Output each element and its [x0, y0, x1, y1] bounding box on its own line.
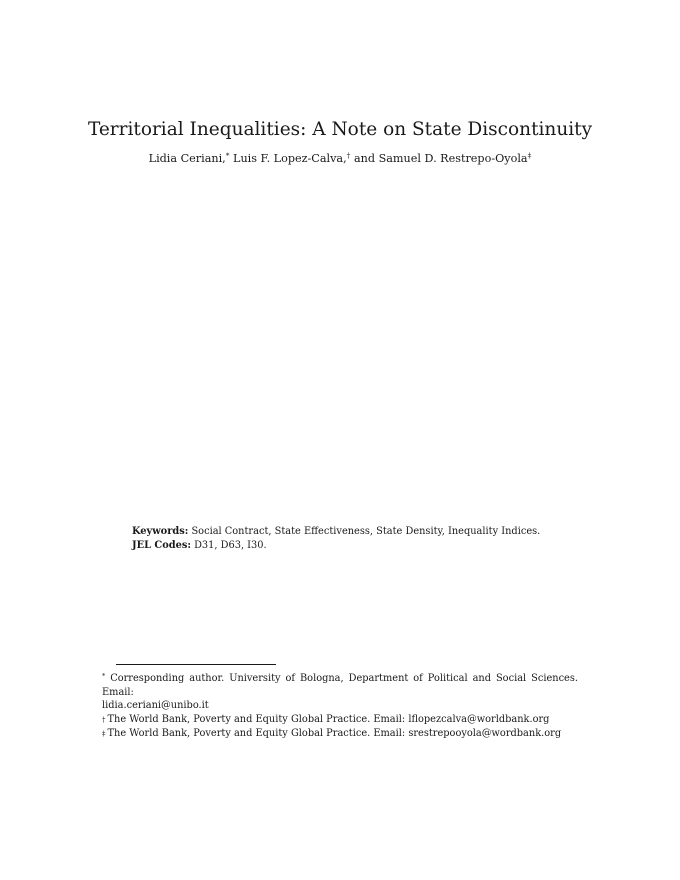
keywords-label: Keywords:	[132, 526, 189, 537]
paper-title: Territorial Inequalities: A Note on State Discontinuity	[87, 119, 593, 140]
author-name: Samuel D. Restrepo-Oyola	[378, 152, 528, 165]
footnote-1-continuation: lidia.ceriani@unibo.it	[102, 700, 209, 711]
footnote-text: The World Bank, Poverty and Equity Global Practice. Email: srestrepooyola@wordbank.org	[107, 728, 562, 739]
jel-codes-line	[132, 539, 540, 553]
footnote-text: The World Bank, Poverty and Equity Global Practice. Email: lflopezcalva@worldbank.org	[107, 713, 550, 725]
keywords-line	[132, 525, 540, 539]
footnote-mark: ‡	[102, 730, 106, 738]
author-footnote-mark: †	[346, 151, 351, 160]
keywords-block	[132, 525, 540, 553]
author-connector: and	[353, 152, 376, 165]
footnotes	[102, 672, 578, 742]
author-list	[0, 152, 680, 165]
jel-codes-label: JEL Codes:	[132, 540, 191, 551]
author-name: Lidia Ceriani,	[148, 152, 226, 165]
footnote-mark: *	[102, 672, 106, 680]
jel-codes-text: D31, D63, I30.	[194, 540, 267, 551]
footnote-divider	[116, 664, 276, 665]
footnote-1	[102, 672, 578, 699]
author-name: Luis F. Lopez-Calva,	[233, 152, 347, 165]
author-footnote-mark: *	[225, 151, 230, 160]
keywords-text: Social Contract, State Effectiveness, State Density, Inequality Indices.	[191, 526, 541, 537]
footnote-2	[102, 713, 578, 728]
footnote-mark: †	[102, 715, 106, 724]
author-footnote-mark: ‡	[527, 151, 532, 160]
footnote-text: Corresponding author. University of Bologna, Department of Political and Social Sciences. Email:	[102, 673, 578, 698]
footnote-3	[102, 727, 578, 742]
